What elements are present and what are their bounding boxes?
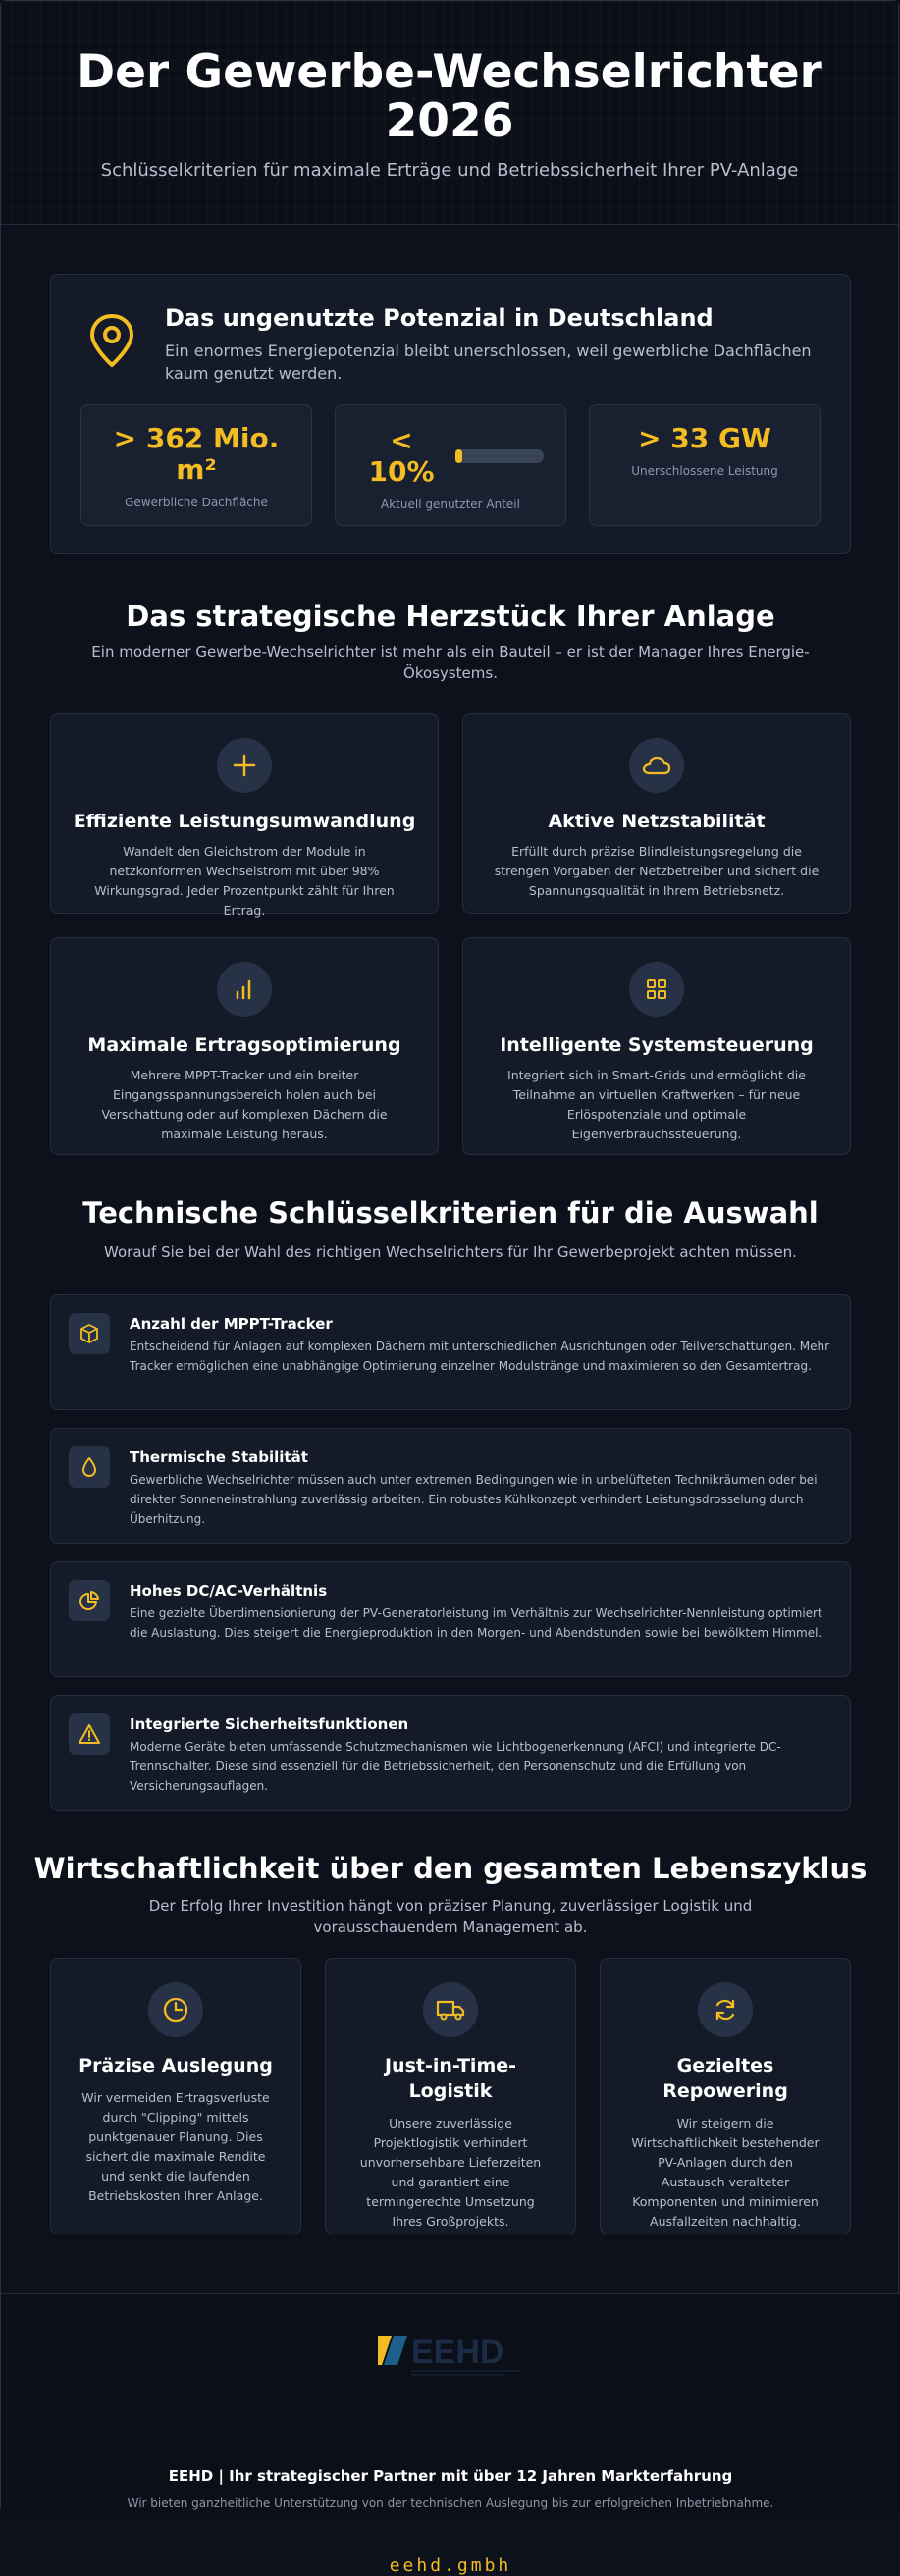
criterion-title: Hohes DC/AC-Verhältnis [130, 1582, 328, 1600]
criterion-thermal [50, 1428, 851, 1544]
feature-text: Integriert sich in Smart-Grids und ermöglicht die Teilnahme an virtuellen Kraftwerken – für neue Erlöspotenziale und optimale Eigenverbrauchssteuerung. [507, 1068, 806, 1141]
criterion-text: Eine gezielte Überdimensionierung der PV-Generatorleistung im Verhältnis zur Wechselrichter-Nennleistung optimiert die Auslastung. Dies steigert die Energieproduktion in den Morgen- und Abendstunden sowie bei bewölktem Himmel. [130, 1606, 822, 1640]
feature-text: Erfüllt durch präzise Blindleistungsregelung die strengen Vorgaben der Netzbetreiber und sichert die Spannungsqualität in Ihrem Betriebsnetz. [494, 844, 820, 898]
lifecycle-item-text: Wir vermeiden Ertragsverluste durch "Clipping" mittels punktgenauer Planung. Dies sichert die maximale Rendite und senkt die laufenden Betriebskosten Ihrer Anlage. [81, 2090, 270, 2203]
stat-value: < 10% [368, 424, 435, 488]
lifecycle-title: Wirtschaftlichkeit über den gesamten Lebenszyklus [33, 1852, 868, 1885]
criterion-title: Integrierte Sicherheitsfunktionen [130, 1715, 409, 1733]
feature-title: Effiziente Leistungsumwandlung [73, 811, 416, 832]
feature-card-conversion [50, 713, 439, 918]
eehd-logo [376, 2322, 523, 2381]
clock-icon [148, 1982, 203, 2037]
usage-progress-bar [455, 449, 544, 463]
criterion-text: Gewerbliche Wechselrichter müssen auch unter extremen Bedingungen wie in unbelüfteten Technikräumen oder bei direkter Sonneneinstrahlung zuverlässig arbeiten. Ein robustes Kühlkonzept verhindert Leistungsdrosselung durch Überhitzung. [130, 1473, 818, 1526]
lifecycle-card-repowering [600, 1958, 851, 2234]
logo-text: EEHD [411, 2334, 504, 2371]
footer-tagline: EEHD | Ihr strategischer Partner mit über 12 Jahren Markterfahrung [168, 2467, 733, 2485]
strategic-subtitle: Ein moderner Gewerbe-Wechselrichter ist mehr als ein Bauteil – er ist der Manager Ihres Energie-Ökosystems. [91, 643, 810, 682]
lifecycle-item-text: Unsere zuverlässige Projektlogistik verhindert unvorhersehbare Lieferzeiten und garantiert eine termingerechte Umsetzung Ihres Großprojekts. [359, 2116, 542, 2229]
feature-card-yield [50, 937, 439, 1155]
stat-used-share [335, 404, 566, 526]
stat-value: > 362 Mio. m² [113, 422, 280, 486]
feature-text: Wandelt den Gleichstrom der Module in netzkonformen Wechselstrom mit über 98% Wirkungsgrad. Jeder Prozentpunkt zählt für Ihren Ertrag. [94, 844, 395, 918]
criterion-text: Entscheidend für Anlagen auf komplexen Dächern mit unterschiedlichen Ausrichtungen oder Teilverschattungen. Mehr Tracker ermöglichen eine unabhängige Optimierung einzelner Modulstränge und maximieren so den Gesamtertrag. [130, 1340, 830, 1373]
page-subtitle: Schlüsselkriterien für maximale Erträge und Betriebssicherheit Ihrer PV-Anlage [100, 160, 799, 181]
feature-text: Mehrere MPPT-Tracker und ein breiter Eingangsspannungsbereich holen auch bei Verschattung oder auf komplexen Dächern die maximale Leistung heraus. [101, 1068, 388, 1141]
footer-domain-link[interactable]: eehd.gmbh [389, 2555, 512, 2576]
stat-label: Gewerbliche Dachfläche [125, 496, 268, 509]
criterion-title: Thermische Stabilität [130, 1448, 308, 1466]
usage-progress-fill [455, 449, 462, 463]
feature-card-grid-stability [462, 713, 851, 914]
lifecycle-item-text: Wir steigern die Wirtschaftlichkeit bestehender PV-Anlagen durch den Austausch veralteter Komponenten und minimieren Ausfallzeiten nachhaltig. [631, 2116, 820, 2229]
footer [1, 2293, 900, 2576]
lifecycle-item-title: Gezieltes Repowering [662, 2055, 788, 2102]
stat-value: > 33 GW [638, 422, 771, 454]
criterion-mppt [50, 1294, 851, 1410]
feature-card-control [462, 937, 851, 1155]
potential-description: Ein enormes Energiepotenzial bleibt unerschlossen, weil gewerbliche Dachflächen kaum genutzt werden. [165, 342, 812, 383]
feature-title: Aktive Netzstabilität [548, 811, 766, 832]
footer-description: Wir bieten ganzheitliche Unterstützung von der technischen Auslegung bis zur erfolgreichen Inbetriebnahme. [127, 2497, 774, 2510]
plus-icon [217, 738, 272, 793]
criterion-text: Moderne Geräte bieten umfassende Schutzmechanismen wie Lichtbogenerkennung (AFCI) und integrierte DC-Trennschalter. Diese sind essenziell für die Betriebssicherheit, den Personenschutz und die Erfüllung von Versicherungsauflagen. [130, 1740, 781, 1793]
truck-icon [423, 1982, 478, 2037]
feature-title: Maximale Ertragsoptimierung [87, 1034, 401, 1056]
lifecycle-item-title: Just-in-Time-Logistik [384, 2055, 517, 2102]
lifecycle-card-planning [50, 1958, 301, 2234]
stat-power [589, 404, 821, 526]
criterion-dc-ac [50, 1561, 851, 1677]
criteria-title: Technische Schlüsselkriterien für die Auswahl [82, 1196, 819, 1230]
stat-label: Unerschlossene Leistung [631, 464, 778, 478]
cloud-icon [629, 738, 684, 793]
hero-header [1, 1, 898, 225]
grid-icon [629, 962, 684, 1017]
bar-chart-icon [217, 962, 272, 1017]
strategic-title: Das strategische Herzstück Ihrer Anlage [126, 600, 775, 633]
cube-icon [69, 1313, 110, 1354]
lifecycle-item-title: Präzise Auslegung [79, 2055, 273, 2077]
warning-icon [69, 1713, 110, 1755]
lifecycle-subtitle: Der Erfolg Ihrer Investition hängt von präziser Planung, zuverlässiger Logistik und vorausschauendem Management ab. [148, 1897, 753, 1936]
lifecycle-card-logistics [325, 1958, 576, 2234]
page-title: Der Gewerbe-Wechselrichter 2026 [77, 45, 822, 148]
criterion-title: Anzahl der MPPT-Tracker [130, 1315, 333, 1333]
potential-card [50, 274, 851, 554]
pie-chart-icon [69, 1580, 110, 1621]
map-pin-icon [86, 312, 137, 369]
refresh-icon [698, 1982, 753, 2037]
criteria-subtitle: Worauf Sie bei der Wahl des richtigen Wechselrichters für Ihr Gewerbeprojekt achten müssen. [104, 1243, 797, 1261]
feature-title: Intelligente Systemsteuerung [500, 1034, 814, 1056]
stat-label: Aktuell genutzter Anteil [381, 498, 520, 511]
droplet-icon [69, 1446, 110, 1488]
criterion-safety [50, 1695, 851, 1811]
potential-title: Das ungenutzte Potenzial in Deutschland [165, 304, 714, 332]
stat-roof-area [80, 404, 312, 526]
